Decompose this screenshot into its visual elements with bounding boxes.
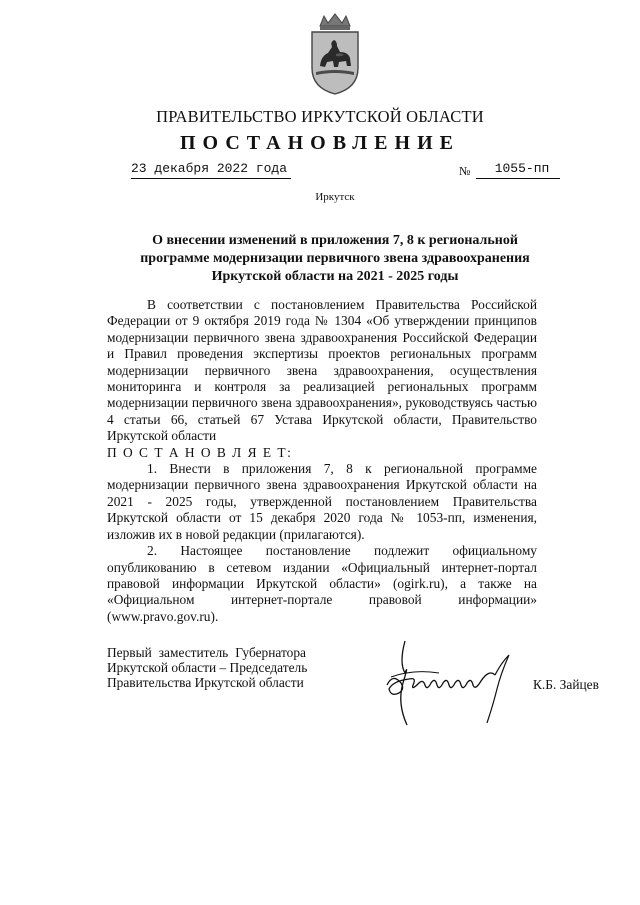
position-word-3: Губернатора — [235, 645, 306, 660]
signatory-name: К.Б. Зайцев — [533, 677, 599, 692]
city-name: Иркутск — [315, 191, 355, 203]
signatory-position — [107, 645, 357, 690]
resolves-heading: П О С Т А Н О В Л Я Е Т: — [107, 444, 293, 460]
coat-of-arms-emblem — [306, 12, 364, 96]
title-line-2: программе модернизации первичного звена здравоохранения — [140, 251, 530, 266]
organization-name: ПРАВИТЕЛЬСТВО ИРКУТСКОЙ ОБЛАСТИ — [156, 107, 484, 126]
document-type: ПОСТАНОВЛЕНИЕ — [180, 132, 460, 154]
number-underline — [476, 178, 560, 179]
position-word-1: Первый — [107, 645, 152, 660]
preamble-paragraph: В соответствии с постановлением Правительства Российской Федерации от 9 октября 2019 года № 1304 «Об утверждении принципов модернизации первичного звена здравоохранения Российской Федерации и Правил проведения экспертизы проектов региональных программ модернизации первичного звена здравоохранения, осуществления мониторинга и контроля за реализацией региональных программ модернизации первичного звена здравоохранения», руководствуясь частью 4 статьи 66, статьей 67 Устава Иркутской области, Правительство Иркутской области — [107, 297, 537, 444]
handwritten-signature — [383, 633, 533, 733]
position-line-1 — [107, 645, 306, 660]
number-label: № — [459, 164, 471, 178]
item-2-paragraph: 2. Настоящее постановление подлежит официальному опубликованию в сетевом издании «Официальный интернет-портал правовой информации Иркутской области» (ogirk.ru), а также на «Официальном интернет-портале правовой информации» (www.pravo.gov.ru). — [107, 543, 537, 624]
document-date: 23 декабря 2022 года — [131, 161, 288, 176]
date-underline — [131, 178, 291, 179]
title-line-1: О внесении изменений в приложения 7, 8 к региональной — [152, 233, 518, 248]
position-word-2: заместитель — [158, 645, 229, 660]
item-1-paragraph: 1. Внести в приложения 7, 8 к региональной программе модернизации первичного звена здравоохранения Иркутской области на 2021 - 2025 годы, утвержденной постановлением Правительства Иркутской области от 15 декабря 2020 года № 1053-пп, изменения, изложив их в новой редакции (прилагаются). — [107, 461, 537, 542]
position-line-2: Иркутской области – Председатель — [107, 660, 308, 675]
title-line-3: Иркутской области на 2021 - 2025 годы — [211, 269, 459, 284]
position-line-3: Правительства Иркутской области — [107, 675, 304, 690]
document-body — [107, 297, 537, 625]
document-number: 1055-пп — [494, 161, 550, 176]
irkutsk-coat-of-arms-icon — [306, 12, 364, 96]
document-title — [120, 232, 550, 286]
